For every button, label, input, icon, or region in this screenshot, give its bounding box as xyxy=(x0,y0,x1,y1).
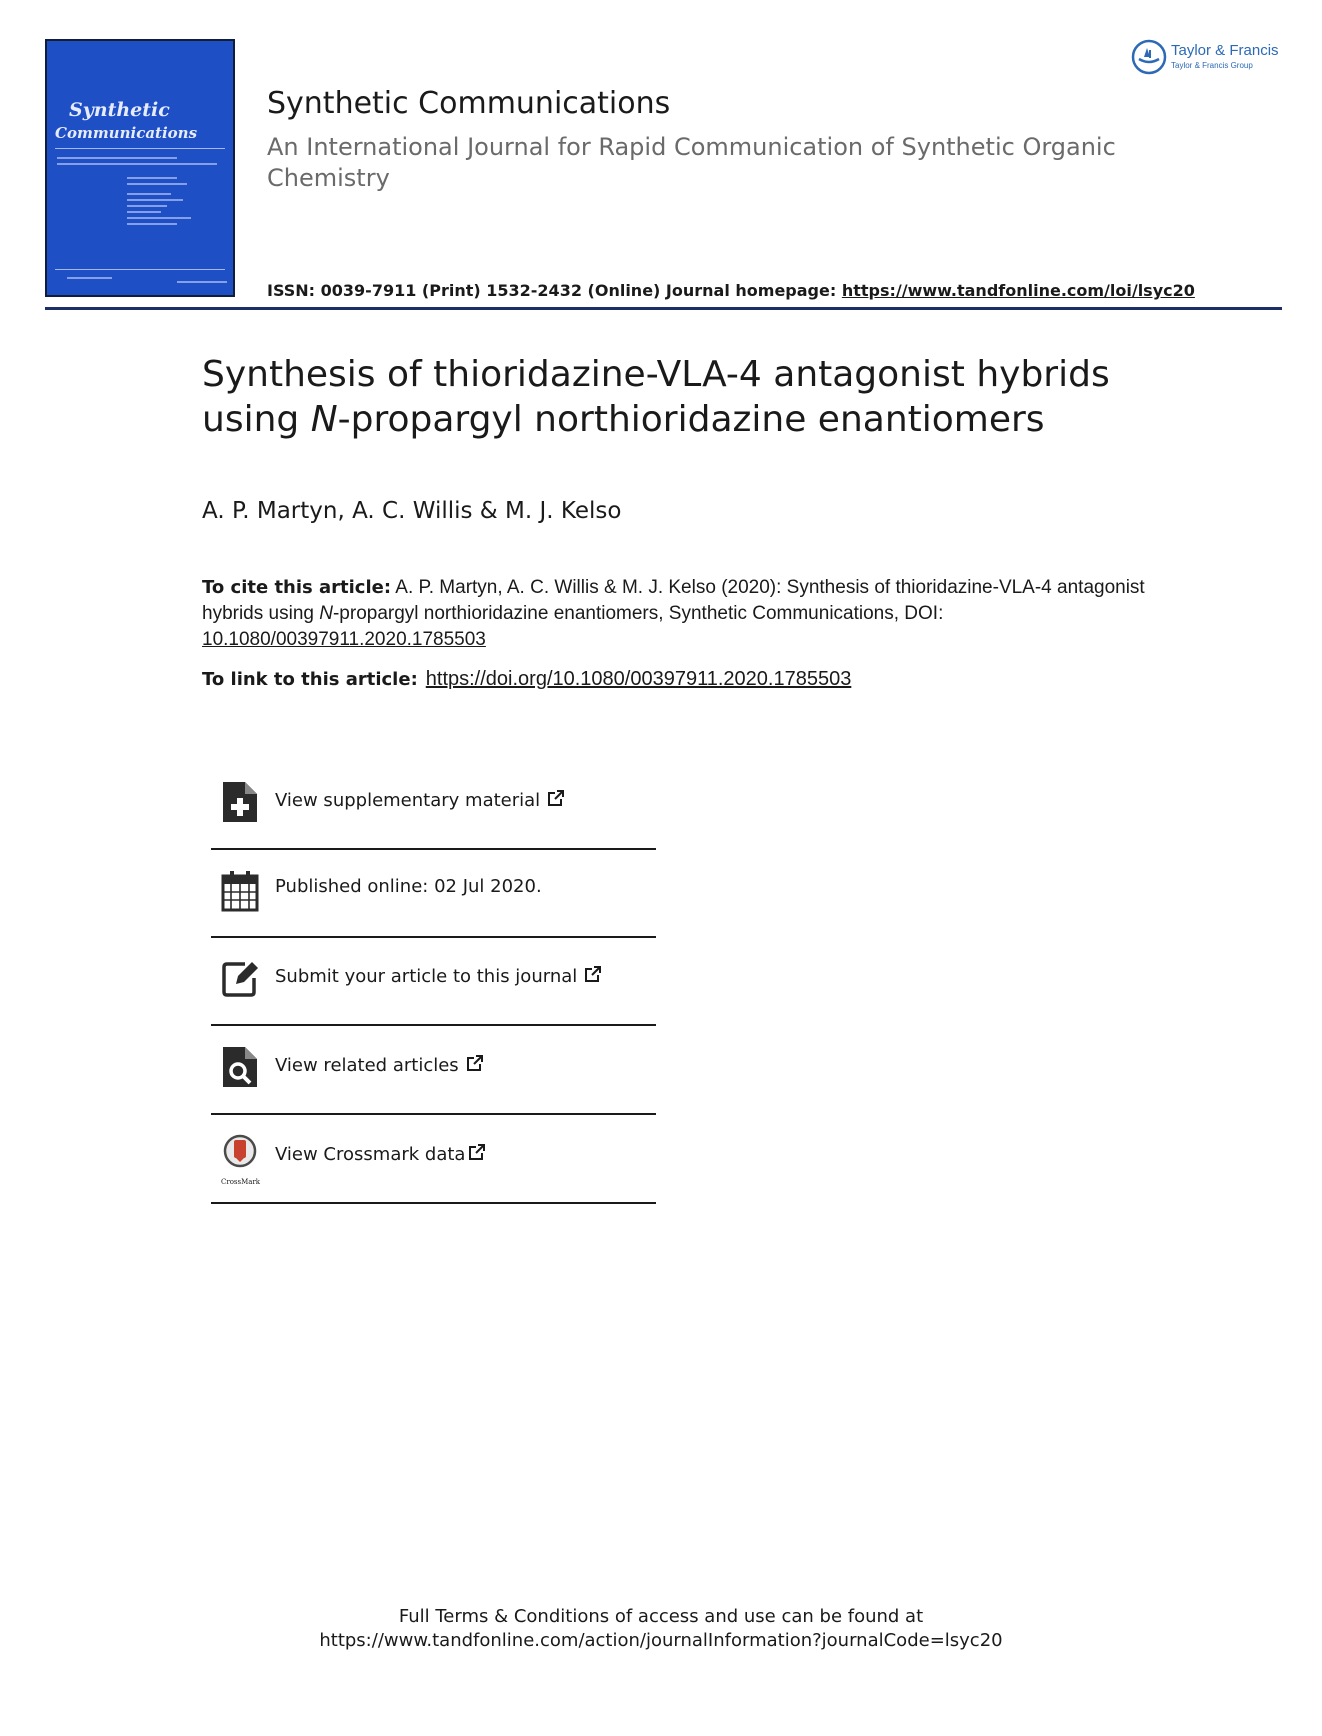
crossmark-label: View Crossmark data xyxy=(275,1144,466,1165)
cover-text-line xyxy=(127,205,167,207)
journal-cover-image xyxy=(45,39,235,297)
related-articles-link[interactable] xyxy=(275,1053,485,1076)
submit-article-item[interactable] xyxy=(211,938,656,1026)
published-online-item xyxy=(211,850,656,938)
cover-text-line xyxy=(127,183,187,185)
related-articles-label: View related articles xyxy=(275,1055,459,1076)
footer-line1: Full Terms & Conditions of access and use can be found at xyxy=(398,1606,924,1627)
article-title-part1: Synthesis of thioridazine-VLA-4 antagonist hybrids using xyxy=(202,354,1110,440)
item-divider xyxy=(211,1024,656,1026)
submit-article-label: Submit your article to this journal xyxy=(275,966,578,987)
crossmark-caption: CrossMark xyxy=(221,1178,261,1186)
publisher-logo-icon xyxy=(1130,38,1168,76)
file-search-icon xyxy=(221,1045,259,1089)
crossmark-item[interactable] xyxy=(211,1116,656,1204)
header-divider xyxy=(45,307,1282,310)
article-authors: A. P. Martyn, A. C. Willis & M. J. Kelso xyxy=(202,498,622,524)
supplementary-material-item[interactable] xyxy=(211,762,656,850)
article-doi-url[interactable]: https://doi.org/10.1080/00397911.2020.1785503 xyxy=(425,668,852,690)
cover-rule xyxy=(55,269,225,270)
cover-text-line xyxy=(127,199,183,201)
crossmark-icon xyxy=(221,1134,259,1178)
external-link-icon xyxy=(465,1053,485,1073)
article-title-italic: N xyxy=(310,399,338,440)
cover-text-line xyxy=(67,277,112,279)
issn-line xyxy=(267,281,1195,300)
citation-doi-link[interactable]: 10.1080/00397911.2020.1785503 xyxy=(202,629,486,650)
citation-block xyxy=(202,575,1162,653)
external-link-icon xyxy=(583,964,603,984)
cover-text-line xyxy=(127,223,177,225)
item-divider xyxy=(211,1202,656,1204)
cover-text-line xyxy=(127,177,177,179)
journal-title: Synthetic Communications xyxy=(267,86,671,121)
supplementary-material-label: View supplementary material xyxy=(275,790,541,811)
publisher-group: Taylor & Francis Group xyxy=(1171,61,1253,70)
footer-terms xyxy=(200,1605,1122,1653)
cover-text-line xyxy=(57,163,217,165)
related-articles-item[interactable] xyxy=(211,1027,656,1115)
footer-terms-link[interactable]: https://www.tandfonline.com/action/journalInformation?journalCode=lsyc20 xyxy=(319,1630,1003,1651)
citation-label: To cite this article: xyxy=(202,577,392,598)
edit-icon xyxy=(221,956,259,1000)
cover-title-line2: Communications xyxy=(55,124,198,142)
calendar-icon xyxy=(221,868,259,912)
cover-rule xyxy=(55,148,225,149)
file-plus-icon xyxy=(221,780,259,824)
submit-article-link[interactable] xyxy=(275,964,603,987)
publisher-logo[interactable] xyxy=(1130,38,1280,78)
article-link-block xyxy=(202,668,851,691)
cover-text-line xyxy=(177,281,227,283)
cover-text-line xyxy=(57,157,177,159)
cover-text-line xyxy=(127,211,161,213)
publisher-name: Taylor & Francis xyxy=(1171,42,1279,59)
cover-text-line xyxy=(127,217,191,219)
published-online-text: Published online: 02 Jul 2020. xyxy=(275,876,542,897)
journal-subtitle: An International Journal for Rapid Communication of Synthetic Organic Chemistry xyxy=(267,133,1116,192)
article-link-label: To link to this article: xyxy=(202,669,418,690)
journal-homepage-link[interactable]: https://www.tandfonline.com/loi/lsyc20 xyxy=(841,281,1195,300)
citation-text-italic: N xyxy=(319,603,333,624)
article-title-part2: -propargyl northioridazine enantiomers xyxy=(337,399,1045,440)
item-divider xyxy=(211,1113,656,1115)
external-link-icon xyxy=(467,1142,487,1162)
issn-text: ISSN: 0039-7911 (Print) 1532-2432 (Online) Journal homepage: xyxy=(267,281,842,300)
cover-title-line1: Synthetic xyxy=(69,99,170,121)
article-title xyxy=(202,352,1202,442)
citation-text-part2: -propargyl northioridazine enantiomers, Synthetic Communications, DOI: xyxy=(332,603,944,624)
supplementary-material-link[interactable] xyxy=(275,788,566,811)
crossmark-link[interactable] xyxy=(275,1142,487,1165)
cover-text-line xyxy=(127,193,171,195)
external-link-icon xyxy=(546,788,566,808)
citation-text-part1: A. P. Martyn, A. C. Willis & M. J. Kelso (2020): Synthesis of thioridazine-VLA-4 antagonist hybrids using xyxy=(202,577,1145,624)
